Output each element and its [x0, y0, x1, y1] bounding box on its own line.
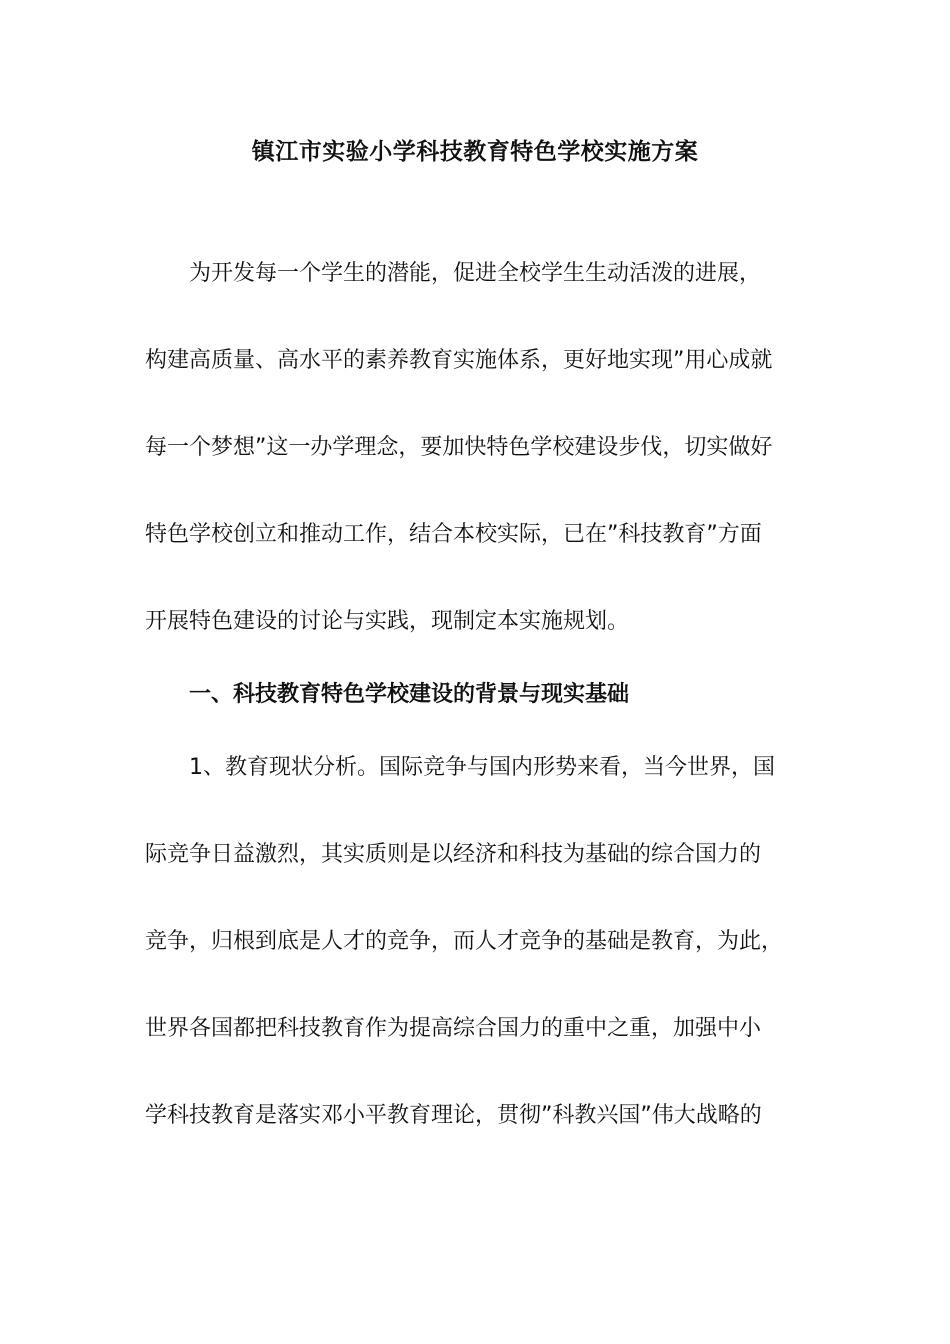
- document-title: 镇江市实验小学科技教育特色学校实施方案: [251, 139, 699, 165]
- paragraph-line: 世界各国都把科技教育作为提高综合国力的重中之重，加强中小: [145, 1016, 762, 1041]
- paragraph-line: 每一个梦想”这一办学理念，要加快特色学校建设步伐，切实做好: [145, 435, 773, 460]
- paragraph-line: 特色学校创立和推动工作，结合本校实际，已在”科技教育”方面: [145, 522, 762, 547]
- paragraph-line: 际竞争日益激烈，其实质则是以经济和科技为基础的综合国力的: [145, 842, 762, 867]
- paragraph-line: 竞争，归根到底是人才的竞争，而人才竞争的基础是教育，为此，: [145, 929, 784, 954]
- paragraph-line: 为开发每一个学生的潜能，促进全校学生生动活泼的进展，: [145, 261, 762, 286]
- section-heading: 一、科技教育特色学校建设的背景与现实基础: [145, 682, 630, 707]
- paragraph-line: 1、教育现状分析。国际竞争与国内形势来看，当今世界，国: [145, 755, 775, 780]
- paragraph-line: 构建高质量、高水平的素养教育实施体系，更好地实现”用心成就: [145, 348, 773, 373]
- paragraph-line: 开展特色建设的讨论与实践，现制定本实施规划。: [145, 609, 630, 634]
- paragraph-line: 学科技教育是落实邓小平教育理论，贯彻”科教兴国”伟大战略的: [145, 1103, 762, 1128]
